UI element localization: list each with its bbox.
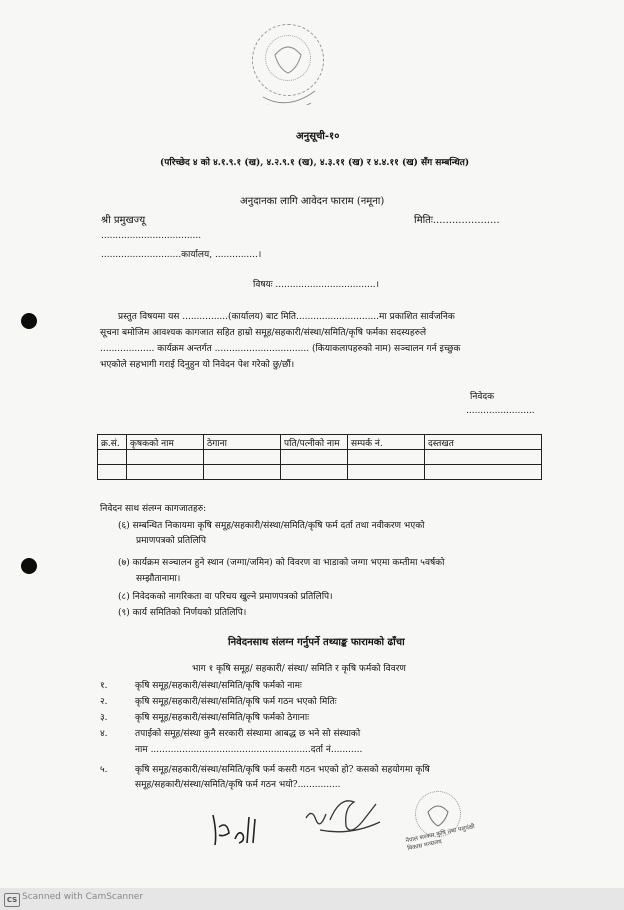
hole-punch	[21, 558, 37, 574]
stamp-text: नेपाल सरकार कृषि तथा पशुपंक्षी विकास मन्त्रालय	[405, 823, 476, 853]
item-number: १.	[100, 681, 108, 691]
attachments-heading: निवेदन साथ संलग्न कागजातहरु:	[100, 504, 207, 514]
item-number: ३.	[100, 713, 108, 723]
applicant-signature-line: ........................	[466, 406, 535, 416]
item-number: २.	[100, 697, 108, 707]
detail-item: कृषि समूह/सहकारी/संस्था/समिति/कृषि फर्मको नामः	[135, 681, 302, 691]
item-number: ४.	[100, 729, 108, 739]
table-row	[98, 465, 542, 480]
scanner-watermark: Scanned with CamScanner	[22, 892, 144, 902]
address-line-2: ............................कार्यालय, ...............।	[101, 250, 262, 260]
page-title: अनुसूची-१०	[296, 131, 340, 142]
table-row	[98, 450, 542, 465]
camscanner-logo-icon: CS	[4, 893, 20, 907]
body-paragraph-line: प्रस्तुत विषयमा यस ................(कार्यालय) बाट मिति.............................मा प्रकाशित सार्वजनिक	[118, 312, 455, 322]
detail-item: तपाईको समूह/संस्था कुनै सरकारी संस्थामा आबद्ध छ भने सो संस्थाको	[135, 729, 361, 739]
applicant-label: निवेदक	[470, 392, 495, 402]
hole-punch	[21, 313, 37, 329]
body-paragraph-line: ................... कार्यक्रम अन्तर्गत ................................. (कियाकलापहरुको नाम) सञ्चालन गर्न इच्छुक	[100, 344, 461, 354]
attachment-item: (९) कार्य समितिको निर्णयको प्रतिलिपि।	[118, 608, 247, 618]
address-line-1: ...................................	[101, 231, 202, 241]
attachment-item: (७) कार्यक्रम सञ्चालन हुने स्थान (जग्गा/जमिन) को विवरण वा भाडाको जग्गा भएमा कम्तीमा ५वर्षको	[118, 558, 445, 568]
government-seal	[252, 24, 324, 96]
attachment-item: (८) निवेदकको नागरिकता वा परिचय खुल्ने प्रमाणपत्रको प्रतिलिपि।	[118, 592, 333, 602]
handwritten-signature	[205, 805, 275, 850]
details-heading: निवेदनसाथ संलग्न गर्नुपर्ने तथ्याङ्क फारामको ढाँचा	[228, 637, 405, 648]
detail-item: कृषि समूह/सहकारी/संस्था/समिति/कृषि फर्म गठन भएको मितिः	[135, 697, 337, 707]
table-header-row	[98, 435, 542, 450]
date-field: मितिः.....................	[414, 215, 500, 226]
detail-item: नाम ........................................................दर्ता नं...........	[135, 745, 363, 755]
page-subtitle: (परिच्छेद ४ को ४.१.९.१ (ख), ४.२.९.१ (ख), ४.३.११ (ख) र ४.४.११ (ख) सँग सम्बन्धित)	[160, 158, 470, 168]
part-heading: भाग १ कृषि समूह/ सहकारी/ संस्था/ समिति र कृषि फर्मको विवरण	[192, 664, 406, 674]
attachment-item: सम्झौतानामा।	[136, 574, 181, 584]
column-header: कृषकको नाम	[127, 435, 204, 450]
body-paragraph-line: सूचना बमोजिम आवश्यक कागजात सहित हाम्रो समूह/सहकारी/संस्था/समिति/कृषि फर्मका सदस्यहरुले	[100, 328, 427, 338]
subject-line: विषयः ...................................।	[253, 280, 379, 290]
column-header: दस्तखत	[425, 435, 542, 450]
column-header: ठेगाना	[204, 435, 281, 450]
column-header: क्र.सं.	[98, 435, 127, 450]
addressee: श्री प्रमुखज्यू	[101, 215, 146, 226]
applicant-table	[97, 434, 542, 480]
column-header: पति/पत्नीको नाम	[281, 435, 348, 450]
form-title: अनुदानका लागि आवेदन फाराम (नमूना)	[240, 196, 385, 207]
body-paragraph-line: भएकोले सहभागी गराई दिनुहुन यो निवेदन पेश गरेको छु/छौं।	[100, 360, 295, 370]
attachment-item: (६) सम्बन्धित निकायमा कृषि समूह/सहकारी/संस्था/समिति/कृषि फर्म दर्ता तथा नवीकरण भएको	[118, 521, 425, 531]
seal-emblem-icon	[253, 25, 323, 105]
item-number: ५.	[100, 765, 108, 775]
detail-item: कृषि समूह/सहकारी/संस्था/समिति/कृषि फर्म कसरी गठन भएको हो? कसको सहयोगमा कृषि	[135, 765, 430, 775]
attachment-item: प्रमाणपत्रको प्रतिलिपि	[136, 536, 206, 546]
handwritten-signature	[300, 790, 390, 845]
detail-item: कृषि समूह/सहकारी/संस्था/समिति/कृषि फर्मको ठेगानाः	[135, 713, 310, 723]
scanner-footer	[0, 888, 624, 910]
detail-item: समूह/सहकारी/संस्था/समिति/कृषि फर्म गठन भयो?...............	[135, 780, 341, 790]
column-header: सम्पर्क नं.	[348, 435, 425, 450]
